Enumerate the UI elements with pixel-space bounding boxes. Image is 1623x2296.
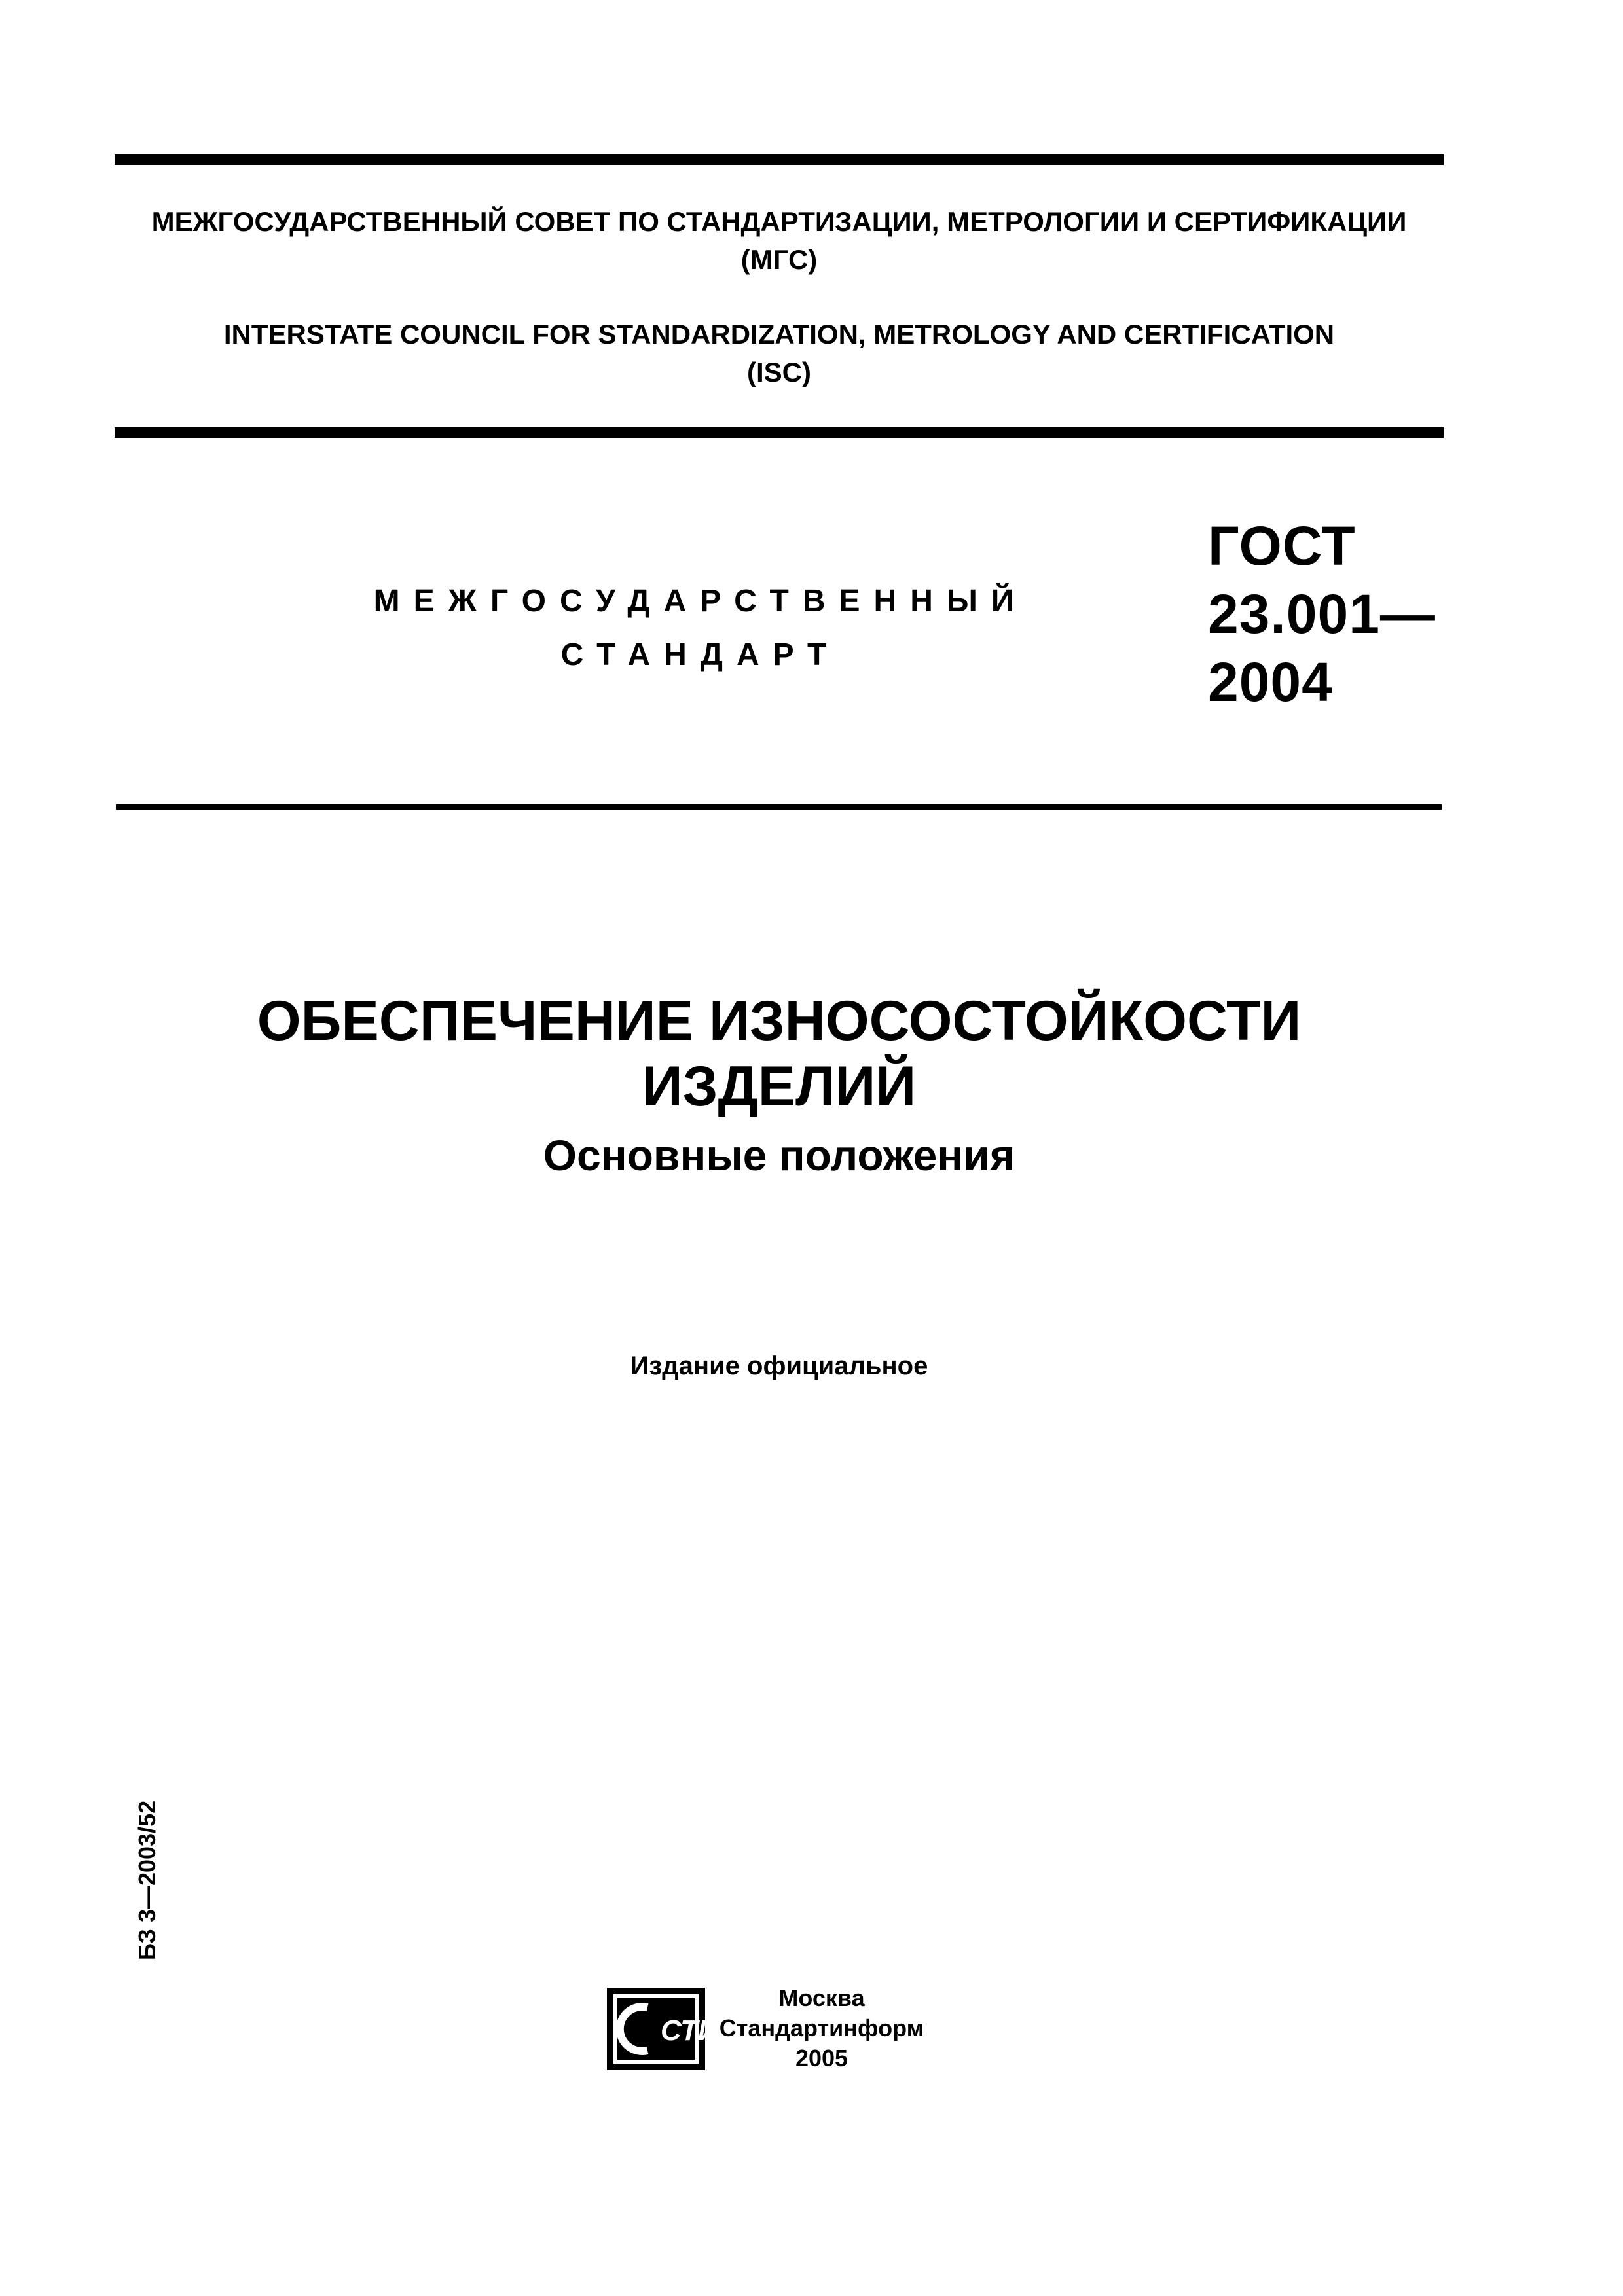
standard-kind bbox=[340, 575, 1061, 682]
council-en-name: INTERSTATE COUNCIL FOR STANDARDIZATION, METROLOGY AND CERTIFICATION bbox=[223, 319, 1335, 350]
council-en-abbr: (ISC) bbox=[747, 357, 811, 387]
council-ru-name: МЕЖГОСУДАРСТВЕННЫЙ СОВЕТ ПО СТАНДАРТИЗАЦИИ, МЕТРОЛОГИИ И СЕРТИФИКАЦИИ bbox=[151, 206, 1407, 237]
designation-number: 23.001— bbox=[1208, 583, 1436, 645]
edition-label: Издание официальное bbox=[630, 1352, 928, 1380]
side-code: БЗ 3—2003/52 bbox=[134, 1800, 160, 1960]
council-ru bbox=[115, 203, 1444, 279]
document-subtitle: Основные положения bbox=[543, 1131, 1015, 1179]
designation-year: 2004 bbox=[1208, 651, 1333, 713]
standard-kind-line2: СТАНДАРТ bbox=[560, 637, 841, 672]
top-thick-rule bbox=[115, 154, 1444, 165]
standard-designation bbox=[1208, 512, 1436, 716]
publisher-name: Стандартинформ bbox=[719, 2015, 924, 2041]
council-ru-abbr: (МГС) bbox=[740, 244, 818, 275]
middle-thick-rule bbox=[115, 427, 1444, 438]
standard-kind-line1: МЕЖГОСУДАРСТВЕННЫЙ bbox=[373, 584, 1028, 619]
publisher-block bbox=[717, 1983, 926, 2073]
publisher-year: 2005 bbox=[795, 2045, 848, 2072]
designation-prefix: ГОСТ bbox=[1208, 515, 1356, 577]
document-title: ОБЕСПЕЧЕНИЕ ИЗНОСОСТОЙКОСТИ ИЗДЕЛИЙ bbox=[257, 990, 1302, 1118]
council-en bbox=[115, 315, 1444, 391]
standartinform-logo-icon bbox=[607, 1988, 719, 2070]
thin-rule bbox=[116, 804, 1442, 810]
publisher-city: Москва bbox=[778, 1984, 865, 2011]
logo-text: СТИ bbox=[661, 2015, 719, 2047]
